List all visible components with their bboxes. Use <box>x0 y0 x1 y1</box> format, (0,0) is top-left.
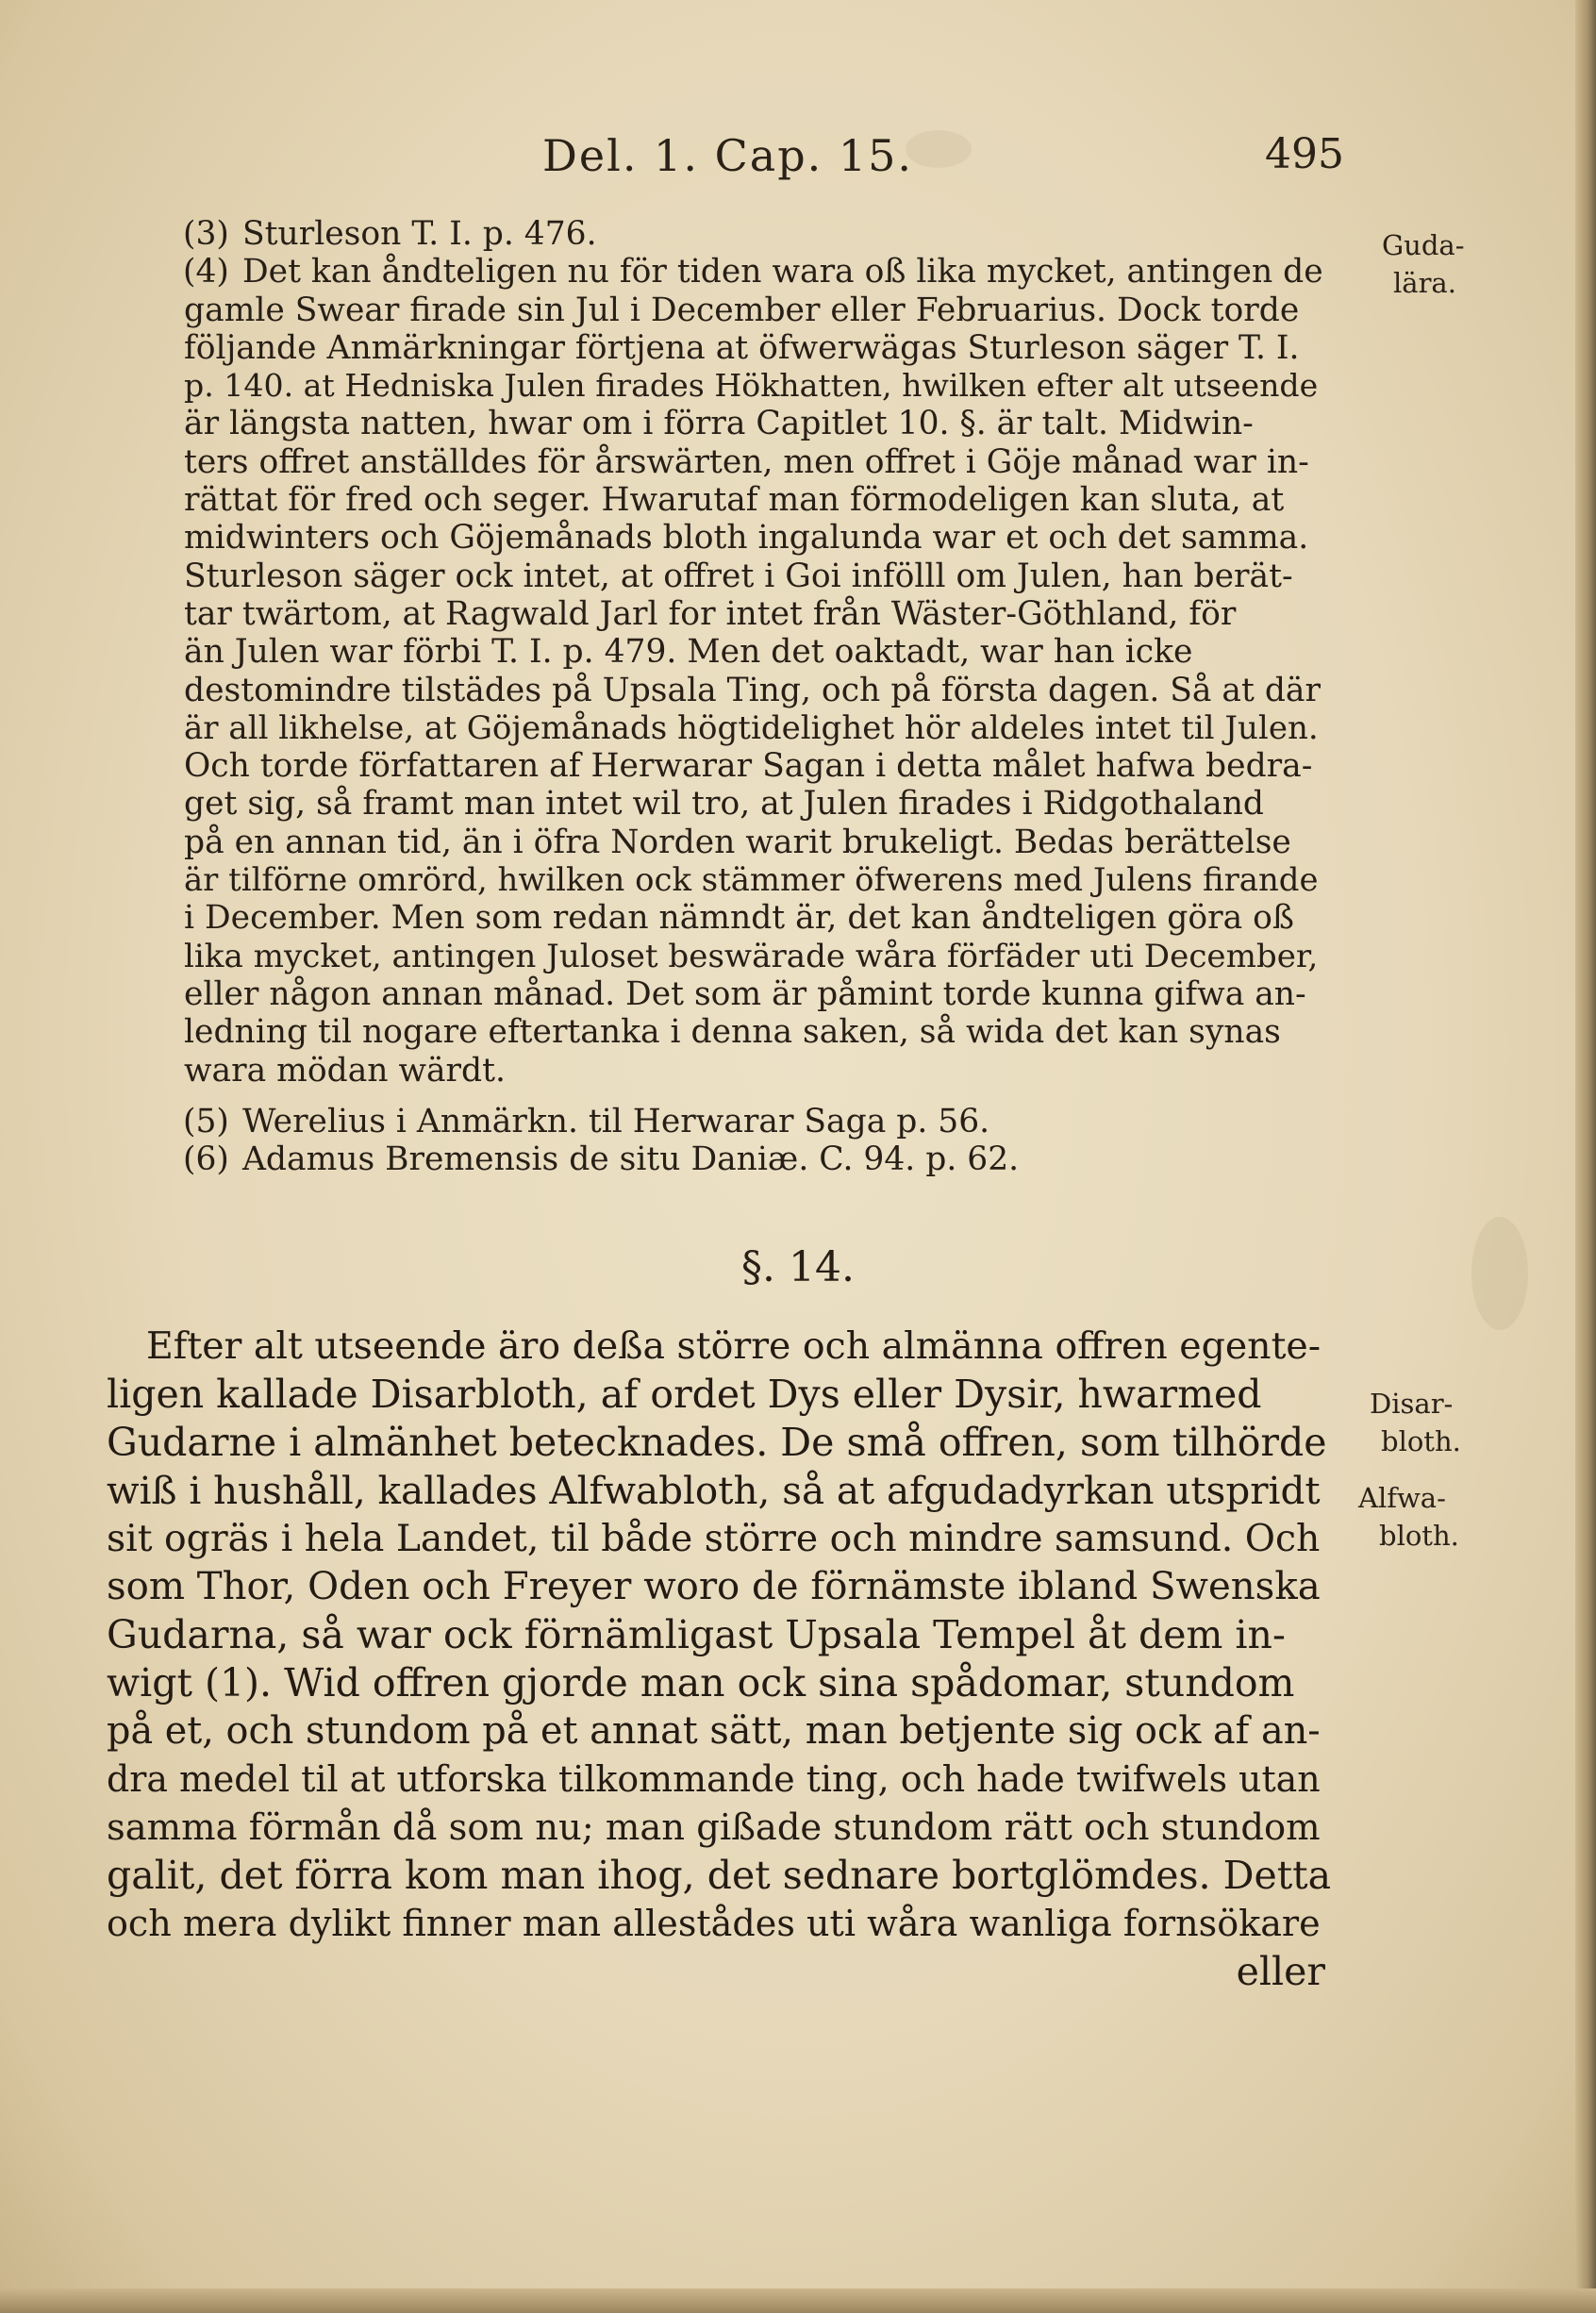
footnote-marker: (6) <box>183 1140 229 1179</box>
margin-note-line: Guda- <box>1382 229 1465 261</box>
footnote-line: Sturleson säger ock intet, at offret i Goi infölll om Julen, han berät- <box>184 557 1293 595</box>
footnote-marker: (3) <box>183 215 229 253</box>
margin-note-line: bloth. <box>1379 1520 1459 1552</box>
footnote-line: eller någon annan månad. Det som är påmint torde kunna gifwa an- <box>184 974 1306 1013</box>
footnote-line: wara mödan wärdt. <box>184 1051 506 1090</box>
footnote-line: på en annan tid, än i öfra Norden warit brukeligt. Bedas berättelse <box>184 823 1291 861</box>
footnote-4 <box>184 253 1330 1090</box>
footnote-line: midwinters och Göjemånads bloth ingalunda war et och det samma. <box>184 519 1309 557</box>
footnote-3 <box>184 215 1330 253</box>
body-line: som Thor, Oden och Freyer woro de förnämste ibland Swenska <box>107 1565 1321 1608</box>
margin-note-gudalara <box>1382 226 1465 302</box>
footnote-line: rättat för fred och seger. Hwarutaf man förmodeligen kan sluta, at <box>184 481 1285 520</box>
footnotes <box>184 215 1330 1178</box>
body-line: på et, och stundom på et annat sätt, man betjente sig ock af an- <box>107 1709 1321 1753</box>
body-line: sit ogräs i hela Landet, til både större och mindre samsund. Och <box>107 1518 1321 1560</box>
footnote-line: Sturleson T. I. p. 476. <box>242 215 597 253</box>
footnote-line: är längsta natten, hwar om i förra Capitlet 10. §. är talt. Midwin- <box>184 405 1254 443</box>
footnote-5 <box>184 1103 1330 1140</box>
footnote-line: ledning til nogare eftertanka i denna saken, så wida det kan synas <box>184 1013 1281 1052</box>
footnote-line: Det kan åndteligen nu för tiden wara oß lika mycket, antingen de <box>242 253 1323 291</box>
body-paragraph <box>107 1323 1333 1996</box>
footnote-line: ters offret anställdes för årswärten, men offret i Göje månad war in- <box>184 442 1309 481</box>
footnote-line: Och torde författaren af Herwarar Sagan i detta målet hafwa bedra- <box>184 747 1313 786</box>
body-line: wiß i hushåll, kallades Alfwabloth, så at afgudadyrkan utspridt <box>107 1468 1321 1513</box>
margin-note-disarbloth <box>1370 1385 1461 1460</box>
footnote-6 <box>184 1140 1330 1178</box>
margin-note-line: bloth. <box>1381 1425 1461 1457</box>
body-line: ligen kallade Disarbloth, af ordet Dys eller Dysir, hwarmed <box>107 1372 1262 1417</box>
footnote-line: Werelius i Anmärkn. til Herwarar Saga p. 56. <box>242 1102 990 1140</box>
body-line: Gudarna, så war ock förnämligast Upsala Tempel åt dem in- <box>107 1612 1286 1657</box>
body-line: dra medel til at utforska tilkommande ting, och hade twifwels utan <box>107 1758 1321 1800</box>
body-line: och mera dylikt finner man allestådes uti wåra wanliga fornsökare <box>107 1903 1321 1944</box>
footnote-line: get sig, så framt man intet wil tro, at Julen firades i Ridgothaland <box>184 785 1265 824</box>
margin-note-line: lära. <box>1393 267 1456 299</box>
footnote-line: i December. Men som redan nämndt är, det kan åndteligen göra oß <box>184 899 1294 938</box>
footnote-line: än Julen war förbi T. I. p. 479. Men det oaktadt, war han icke <box>184 633 1193 672</box>
footnote-line: är all likhelse, at Göjemånads högtidelighet hör aldeles intet til Julen. <box>184 708 1319 747</box>
page-edge-shadow <box>0 2288 1596 2313</box>
body-line: Efter alt utseende äro deßa större och almänna offren egente- <box>146 1324 1322 1368</box>
body-line: samma förmån då som nu; man gißade stundom rätt och stundom <box>107 1806 1321 1849</box>
running-head: Del. 1. Cap. 15. <box>542 130 914 181</box>
page-edge-shadow <box>1575 0 1596 2313</box>
footnote-line: lika mycket, antingen Juloset beswärade wåra förfäder uti December, <box>184 937 1319 975</box>
body-line: galit, det förra kom man ihog, det sednare bortglömdes. Detta <box>107 1853 1332 1898</box>
footnote-marker: (5) <box>183 1102 229 1140</box>
footnote-marker: (4) <box>183 253 229 291</box>
footnote-line: följande Anmärkningar förtjena at öfwerwägas Sturleson säger T. I. <box>184 328 1300 367</box>
margin-note-line: Alfwa- <box>1358 1482 1446 1514</box>
catchword: eller <box>1236 1949 1325 1994</box>
body-line: Gudarne i almänhet betecknades. De små offren, som tilhörde <box>107 1420 1327 1465</box>
footnote-line: Adamus Bremensis de situ Daniæ. C. 94. p. 62. <box>242 1140 1020 1179</box>
page-header <box>184 125 1344 191</box>
body-line: wigt (1). Wid offren gjorde man ock sina spådomar, stundom <box>107 1660 1295 1706</box>
section-heading: §. 14. <box>741 1243 855 1291</box>
footnote-line: tar twärtom, at Ragwald Jarl for intet från Wäster-Göthland, för <box>184 594 1237 633</box>
footnote-line: gamle Swear firade sin Jul i December eller Februarius. Dock torde <box>184 291 1300 329</box>
footnote-line: p. 140. at Hedniska Julen firades Hökhatten, hwilken efter alt utseende <box>184 367 1319 405</box>
page-number: 495 <box>1265 130 1344 178</box>
margin-note-line: Disar- <box>1370 1388 1454 1420</box>
footnote-line: destomindre tilstädes på Upsala Ting, och på första dagen. Så at där <box>184 671 1321 709</box>
margin-note-alfwabloth <box>1358 1479 1459 1555</box>
footnote-line: är tilförne omrörd, hwilken ock stämmer öfwerens med Julens firande <box>184 861 1319 899</box>
